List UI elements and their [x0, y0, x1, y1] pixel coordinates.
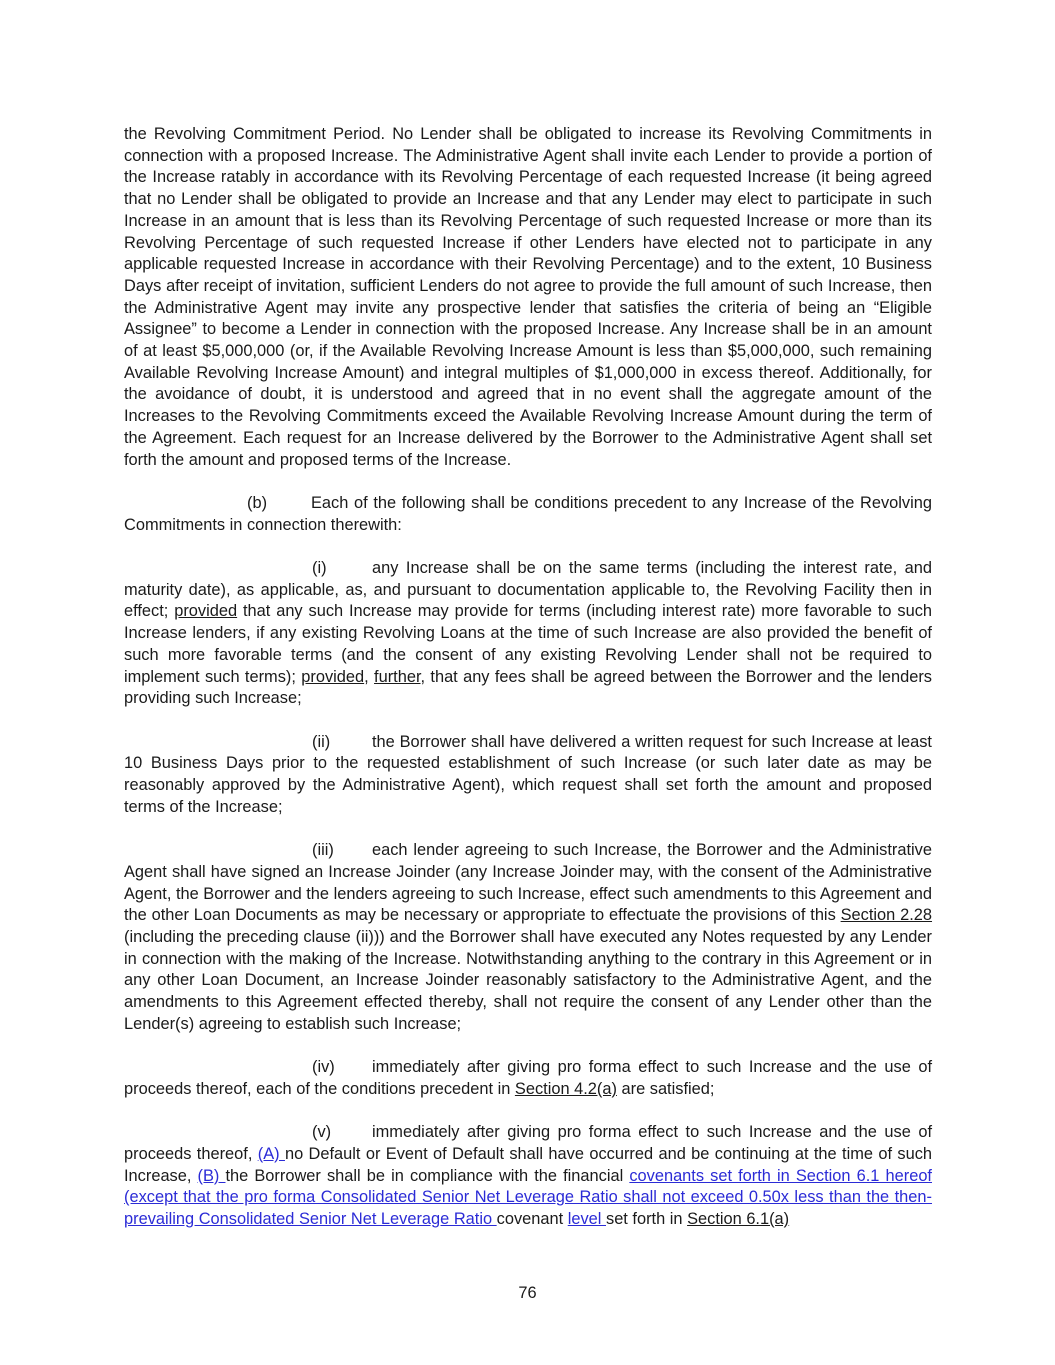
clause-label-i: (i) — [312, 559, 327, 578]
clause-i — [124, 558, 932, 710]
clause-iii — [124, 840, 932, 1035]
section-reference: Section 4.2(a) — [514, 1079, 617, 1098]
clause-v-text: immediately after giving pro forma effect to such Increase and the use of proceeds thereof, — [124, 1123, 932, 1163]
clause-iv — [124, 1057, 932, 1100]
page-number: 76 — [518, 1284, 537, 1302]
clause-iii-text: each lender agreeing to such Increase, the Borrower and the Administrative Agent shall have signed an Increase Joinder (any Increase Joinder may, with the consent of the Administrative Agent, the Borrower and the lenders agreeing to such Increase, effect such amendments to this Agreement and the other Loan Documents as may be necessary or appropriate to effectuate the provisions of this — [124, 841, 932, 925]
clause-i-text: that any such Increase may provide for terms (including interest rate) more favorable to such Increase lenders, if any existing Revolving Loans at the time of such Increase are also provided the benefit of such more favorable terms (and the consent of any existing Revolving Lender shall not be required to implement such terms); — [124, 602, 933, 686]
clause-iv-text: are satisfied; — [616, 1079, 715, 1098]
clause-v — [124, 1122, 932, 1231]
section-reference: Section 2.28 — [840, 906, 933, 925]
clause-label-ii: (ii) — [312, 732, 331, 751]
paragraph-text: the Revolving Commitment Period. No Lender shall be obligated to increase its Revolving Commitments in connection with a proposed Increase. The Administrative Agent shall invite each Lender to provide a portion of the Increase ratably in accordance with its Revolving Percentage of each requested Increase (it being agreed that no Lender shall be obligated to provide an Increase and that any Lender may elect to participate in such Increase in an amount that is less than its Revolving Percentage of such requested Increase or more than its Revolving Percentage of such requested Increase if other Lenders have elected not to participate in any applicable requested Increase in accordance with their Revolving Percentage) and to the extent, 10 Business Days after receipt of invitation, sufficient Lenders do not agree to provide the full amount of such Increase, then the Administrative Agent may invite any prospective lender that satisfies the criteria of being an “Eligible Assignee” to become a Lender in connection with the proposed Increase. Any Increase shall be in an amount of at least $5,000,000 (or, if the Available Revolving Increase Amount is less than $5,000,000, such remaining Available Revolving Increase Amount) and integral multiples of $1,000,000 in excess thereof. Additionally, for the avoidance of doubt, it is understood and agreed that in no event shall the aggregate amount of the Increases to the Revolving Commitments exceed the Available Revolving Increase Amount during the term of the Agreement. Each request for an Increase delivered by the Borrower to the Administrative Agent shall set forth the amount and proposed terms of the Increase. — [124, 125, 932, 469]
paragraph-increase-participation — [124, 124, 932, 471]
clause-label-v: (v) — [312, 1123, 332, 1142]
clause-iii-text: (including the preceding clause (ii))) and the Borrower shall have executed any Notes requested by any Lender in connection with the making of the Increase. Notwithstanding anything to the contrary in this Agreement or in any other Loan Document, an Increase Joinder reasonably satisfactory to the Administrative Agent, and the amendments to this Agreement effected thereby, shall not require the consent of any Lender other than the Lender(s) agreeing to establish such Increase; — [124, 927, 932, 1033]
clause-v-text: no Default or Event of Default shall have occurred and be continuing at the time of such Increase, — [124, 1144, 933, 1185]
clause-iv-text: immediately after giving pro forma effect to such Increase and the use of proceeds thereof, each of the conditions precedent in — [124, 1058, 932, 1098]
document-body — [124, 124, 932, 1231]
section-reference: Section 6.1(a) — [687, 1210, 790, 1229]
clause-label-iii: (iii) — [312, 841, 334, 860]
inserted-text: (B) — [197, 1166, 226, 1185]
provided-term: provided — [301, 667, 365, 686]
clause-i-text: , — [364, 667, 375, 686]
inserted-text: (A) — [257, 1144, 285, 1163]
clause-v-text: set forth in — [606, 1210, 688, 1229]
clause-label-b: (b) — [247, 493, 268, 512]
clause-ii-text: the Borrower shall have delivered a written request for such Increase at least 10 Business Days prior to the requested establishment of such Increase (or such later date as may be reasonably approved by the Administrative Agent), which request shall set forth the amount and proposed terms of the Increase; — [124, 732, 932, 816]
clause-v-text: the Borrower shall be in compliance with the financial — [225, 1166, 630, 1185]
inserted-text: covenants set forth in Section 6.1 hereof (except that the pro forma Consolidated Senior Net Leverage Ratio shall not exceed 0.50x less than the then-prevailing Consolidated Senior Net Leverage Ratio — [124, 1166, 932, 1229]
clause-i-text: any Increase shall be on the same terms (including the interest rate, and maturity date), as applicable, as, and pursuant to documentation applicable to, the Revolving Facility then in effect; — [124, 559, 932, 621]
clause-i-text: , that any fees shall be agreed between the Borrower and the lenders providing such Increase; — [124, 667, 933, 708]
inserted-text: level — [567, 1210, 606, 1229]
clause-b — [124, 493, 932, 536]
further-term: further — [374, 667, 421, 686]
provided-term: provided — [174, 602, 238, 621]
clause-v-text: covenant — [496, 1210, 568, 1229]
clause-label-iv: (iv) — [312, 1058, 335, 1077]
clause-ii — [124, 732, 932, 819]
clause-b-text: Each of the following shall be conditions precedent to any Increase of the Revolving Commitments in connection therewith: — [124, 493, 932, 534]
